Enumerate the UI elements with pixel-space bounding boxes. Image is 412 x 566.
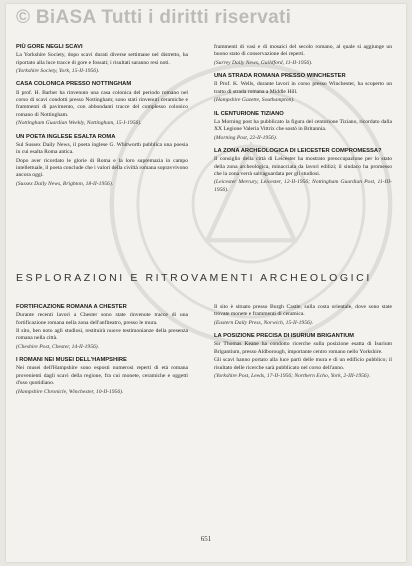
article-paragraph: frammenti di vasi e di mosaici del secolo romano, al quale si aggiunge un buono stato di conservazione dei reperti. [214, 44, 392, 58]
article [16, 44, 188, 75]
article-paragraph: Il sito è situato presso Burgh Castle, sulla costa orientale, dove sono state trovate monete e frammenti di ceramica. [214, 304, 392, 318]
article-heading: UN POETA INGLESE ESALTA ROMA [16, 133, 116, 140]
article-paragraph: Nei musei dell'Hampshire sono esposti numerosi reperti di età romana provenienti dagli scavi della regione, fra cui monete, ceramiche e oggetti d'uso quotidiano. [16, 365, 188, 387]
article-paragraph: Dopo aver ricordato le glorie di Roma e la loro supremazia in campo intellettuale, il poeta conclude che i valori della civiltà romana sopravvivono ancora oggi. [16, 157, 188, 179]
article-source: (Yorkshire Society, York, 15-II-1956). [16, 68, 100, 75]
article [214, 44, 392, 67]
article-paragraph: Durante recenti lavori a Chester sono state rinvenute tracce di una fortificazione romana nella zona dell'anfiteatro, presso le mura. [16, 312, 188, 326]
article-heading: LA ZONA ARCHEOLOGICA DI LEICESTER COMPROMESSA? [214, 148, 382, 155]
column-bottom-right [214, 304, 392, 386]
article-heading: LA POSIZIONE PRECISA DI ISURIUM BRIGANTIUM [214, 333, 354, 340]
column-bottom-left [16, 304, 188, 402]
article-paragraph: Gli scavi hanno portato alla luce parti delle mura e di un edificio pubblico; il risultato delle ricerche sarà pubblicato nel corso dell'anno. [214, 357, 392, 371]
article [214, 304, 392, 327]
article-source: (Yorkshire Post, Leeds, 17-II-1956; Northern Echo, York, 2-III-1956). [214, 373, 370, 380]
article-heading: UNA STRADA ROMANA PRESSO WINCHESTER [214, 73, 346, 80]
article-paragraph: Sul Sussex Daily News, il poeta inglese G. Whitworth pubblica una poesia in cui esalta Roma antica. [16, 141, 188, 156]
article-paragraph: Il prof. H. Barber ha rinvenuto una casa colonica del periodo romano nel corso di scavi condotti presso Nottingham; sono stati rinvenuti ceramiche e frammenti di pavimento, con abbondanti tracce del complesso colonico romano di Nottingham. [16, 89, 188, 118]
article-paragraph: Il Prof. K. Wells, durante lavori in corso presso Winchester, ha scoperto un tratto di strada romana a Middle Hill. [214, 81, 392, 95]
article-source: (Morning Post, 22-II-1956). [214, 134, 278, 141]
article-paragraph: Il consiglio della città di Leicester ha mostrato preoccupazione per lo stato della zona archeologica, minacciata da lavori edilizi; il sindaco ha promesso che la zona verrà salvaguardata per gli studiosi. [214, 156, 392, 178]
article-source: (Cheshire Post, Chester, 14-II-1956). [16, 343, 100, 350]
article-source: (Leicester Mercury, Leicester, 12-II-1956; Nottingham Guardian Post, 11-III-1956). [214, 179, 392, 193]
article-paragraph: La Yorkshire Society, dopo scavi durati diverse settimane nel distretto, ha riportato alla luce tracce di gore e fossati; i risultati saranno resi noti. [16, 52, 188, 66]
article [214, 148, 392, 194]
column-top-right [214, 44, 392, 200]
article [16, 134, 188, 189]
article-source: (Surrey Daily News, Guildford, 11-II-1956). [214, 59, 313, 66]
article-source: (Hampshire Gazette, Southampton). [214, 97, 295, 104]
article [214, 111, 392, 142]
section-title: ESPLORAZIONI E RITROVAMENTI ARCHEOLOGICI [16, 272, 372, 284]
article [16, 357, 188, 396]
article-source: (Sussex Daily News, Brighton, 18-II-1956). [16, 180, 114, 187]
page-number: 651 [200, 535, 212, 543]
article-heading: PIÙ GORE NEGLI SCAVI [16, 44, 83, 50]
document-page [6, 4, 406, 562]
article-paragraph: La Morning post ha pubblicato la figura del centurione Tiziano, ricordato dalla XX Legione Valeria Vittrix che sostò in Britannia. [214, 118, 392, 133]
article [16, 304, 188, 351]
article-paragraph: Sir Thomas Keane ha condotto ricerche sulla posizione esatta di Isurium Brigantium, presso Aldborough, importante centro romano nello Yorkshire. [214, 341, 392, 355]
column-top-left [16, 44, 188, 194]
article [214, 333, 392, 380]
article-source: (Nottingham Guardian Weekly, Nottingham, 15-I-1956). [16, 120, 142, 127]
article-paragraph: Il sito, ben noto agli studiosi, restituirà nuove testimonianze della presenza romana nella città. [16, 328, 188, 342]
article [16, 81, 188, 127]
article-heading: IL CENTURIONE TIZIANO [214, 110, 284, 117]
watermark-text: © BiASA Tutti i diritti riservati [16, 7, 292, 28]
article-heading: CASA COLONICA PRESSO NOTTINGHAM [16, 81, 132, 88]
article-source: (Eastern Daily Press, Norwich, 15-II-1956). [214, 319, 314, 326]
article [214, 73, 392, 104]
article-heading: I ROMANI NEI MUSEI DELL'HAMPSHIRE [16, 357, 127, 364]
article-heading: FORTIFICAZIONE ROMANA A CHESTER [16, 304, 127, 310]
article-source: (Hampshire Chronicle, Winchester, 10-II-1956). [16, 388, 124, 395]
